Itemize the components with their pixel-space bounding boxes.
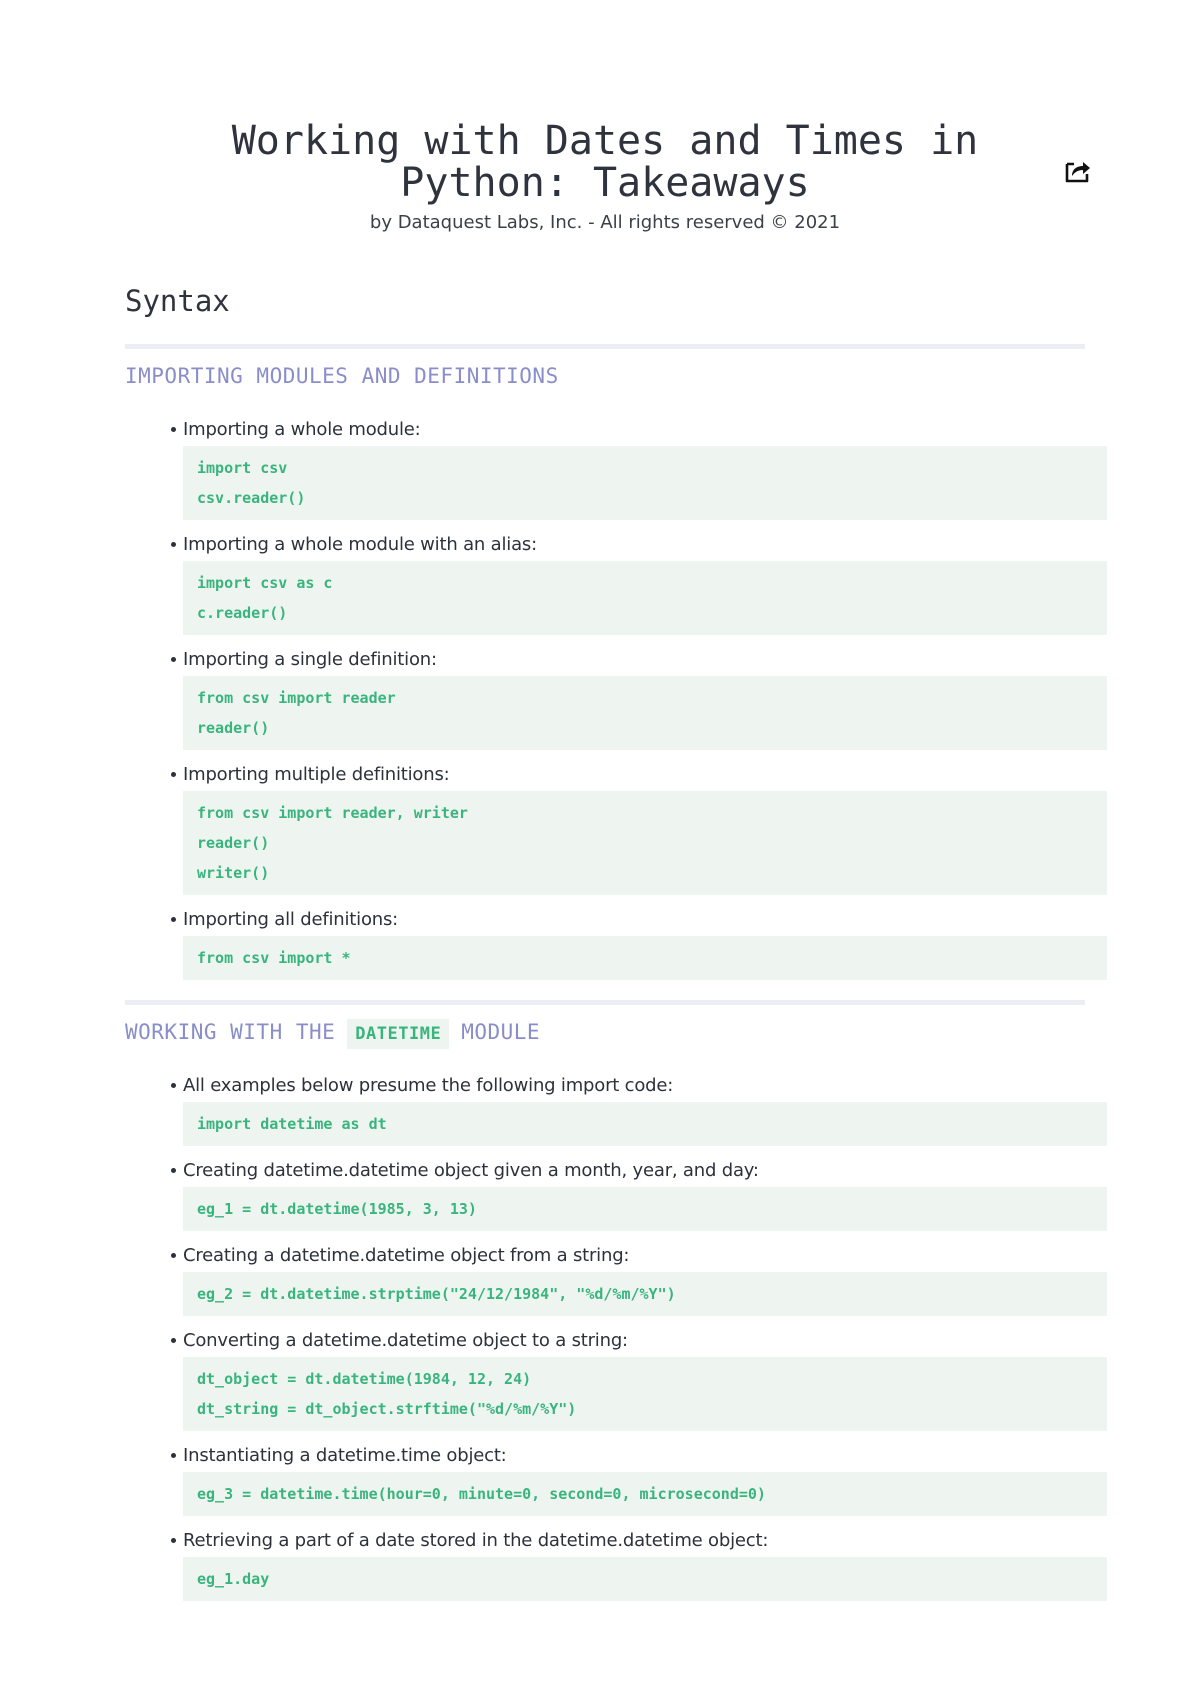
list-item [170, 646, 1085, 750]
section-title: IMPORTING MODULES AND DEFINITIONS [125, 364, 559, 388]
share-icon[interactable] [1063, 155, 1093, 185]
content [125, 278, 1085, 1612]
list-item [170, 1072, 1085, 1146]
list-item [170, 1157, 1085, 1231]
section-importing [125, 344, 1085, 980]
document-header [125, 120, 1085, 233]
code-block [183, 1472, 1107, 1516]
code-block [183, 446, 1107, 520]
code-line: eg_1.day [197, 1570, 270, 1588]
item-list [125, 1072, 1085, 1601]
list-item [170, 1442, 1085, 1516]
item-label: Instantiating a datetime.time object: [170, 1442, 1085, 1470]
code-line: import csv as c [197, 574, 333, 592]
code-line: eg_2 = dt.datetime.strptime("24/12/1984", "%d/%m/%Y") [197, 1285, 676, 1303]
section-title-code: DATETIME [347, 1019, 449, 1049]
code-line: from csv import * [197, 949, 351, 967]
section-title-before: WORKING WITH THE [125, 1020, 336, 1044]
list-item [170, 1327, 1085, 1431]
item-label: All examples below presume the following import code: [170, 1072, 1085, 1100]
code-block [183, 1357, 1107, 1431]
code-line: from csv import reader, writer [197, 804, 468, 822]
code-line: dt_object = dt.datetime(1984, 12, 24) [197, 1370, 532, 1388]
page-title: Working with Dates and Times in Python: Takeaways [231, 118, 979, 206]
code-block [183, 561, 1107, 635]
code-block [183, 1187, 1107, 1231]
section-title [125, 1017, 1085, 1047]
section-divider [125, 344, 1085, 349]
item-label: Importing all definitions: [170, 906, 1085, 934]
syntax-heading: Syntax [125, 284, 230, 318]
section-title-after: MODULE [461, 1020, 541, 1044]
code-block [183, 936, 1107, 980]
list-item [170, 1527, 1085, 1601]
code-line: csv.reader() [197, 489, 306, 507]
list-item [170, 416, 1085, 520]
code-block [183, 1557, 1107, 1601]
code-line: import datetime as dt [197, 1115, 387, 1133]
item-label: Importing a single definition: [170, 646, 1085, 674]
item-label: Converting a datetime.datetime object to a string: [170, 1327, 1085, 1355]
list-item [170, 906, 1085, 980]
code-line: writer() [197, 864, 270, 882]
code-line: import csv [197, 459, 288, 477]
code-line: c.reader() [197, 604, 288, 622]
item-label: Creating a datetime.datetime object from a string: [170, 1242, 1085, 1270]
list-item [170, 761, 1085, 895]
byline: by Dataquest Labs, Inc. - All rights reserved © 2021 [369, 212, 841, 233]
item-label: Creating datetime.datetime object given a month, year, and day: [170, 1157, 1085, 1185]
section-datetime [125, 1000, 1085, 1601]
code-line: from csv import reader [197, 689, 396, 707]
code-block [183, 791, 1107, 895]
item-label: Retrieving a part of a date stored in the datetime.datetime object: [170, 1527, 1085, 1555]
code-block [183, 1272, 1107, 1316]
item-list [125, 416, 1085, 980]
list-item [170, 1242, 1085, 1316]
code-block [183, 1102, 1107, 1146]
item-label: Importing a whole module with an alias: [170, 531, 1085, 559]
code-block [183, 676, 1107, 750]
code-line: reader() [197, 834, 270, 852]
code-line: reader() [197, 719, 270, 737]
code-line: eg_3 = datetime.time(hour=0, minute=0, second=0, microsecond=0) [197, 1485, 766, 1503]
section-divider [125, 1000, 1085, 1005]
item-label: Importing a whole module: [170, 416, 1085, 444]
item-label: Importing multiple definitions: [170, 761, 1085, 789]
share-icon-graphic [1063, 155, 1093, 185]
code-line: dt_string = dt_object.strftime("%d/%m/%Y") [197, 1400, 577, 1418]
code-line: eg_1 = dt.datetime(1985, 3, 13) [197, 1200, 477, 1218]
list-item [170, 531, 1085, 635]
